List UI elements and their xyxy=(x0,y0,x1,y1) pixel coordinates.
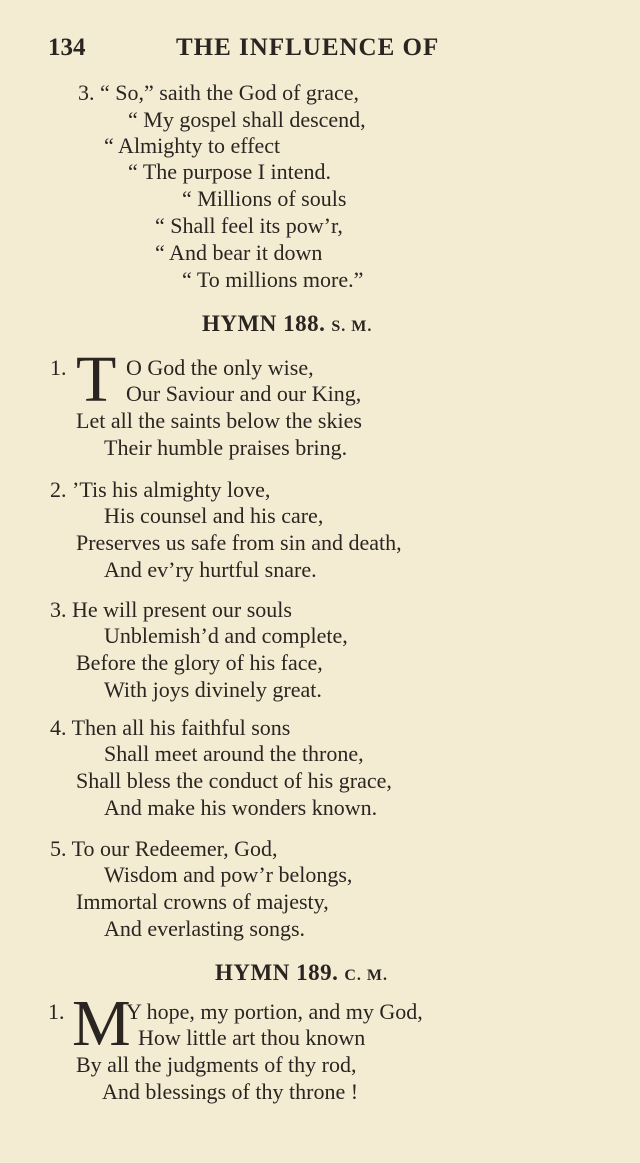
hymn-meter: C. M. xyxy=(344,967,388,984)
drop-cap: T xyxy=(76,343,117,416)
running-head: THE INFLUENCE OF xyxy=(176,34,440,61)
verse-line: Our Saviour and our King, xyxy=(126,381,362,406)
verse-line: “ The purpose I intend. xyxy=(128,159,332,184)
verse-line: “ Almighty to effect xyxy=(104,133,281,158)
verse-line: Wisdom and pow’r belongs, xyxy=(104,862,353,887)
verse-line: 3. He will present our souls xyxy=(50,597,292,622)
verse-number: 1. xyxy=(50,355,67,380)
verse-line: Preserves us safe from sin and death, xyxy=(76,530,402,555)
verse-line: “ My gospel shall descend, xyxy=(128,107,366,132)
verse-line: 4. Then all his faithful sons xyxy=(50,715,291,740)
hymn-meter: S. M. xyxy=(331,318,373,335)
verse-line: Unblemish’d and complete, xyxy=(104,623,348,648)
verse-line: 2. ’Tis his almighty love, xyxy=(50,477,271,502)
verse-line: Their humble praises bring. xyxy=(104,435,348,460)
verse-line: By all the judgments of thy rod, xyxy=(76,1052,357,1077)
verse-line: And ev’ry hurtful snare. xyxy=(104,557,317,582)
verse-line: With joys divinely great. xyxy=(104,677,322,702)
verse-line: And blessings of thy throne ! xyxy=(102,1079,359,1104)
verse-line: His counsel and his care, xyxy=(104,503,324,528)
verse-line: Before the glory of his face, xyxy=(76,650,323,675)
verse-line: “ And bear it down xyxy=(155,240,323,265)
verse-line: “ Millions of souls xyxy=(182,186,347,211)
verse-line: And make his wonders known. xyxy=(104,795,378,820)
hymn-title-text: HYMN 188. xyxy=(202,311,326,336)
hymn-title-text: HYMN 189. xyxy=(215,960,339,985)
verse-line: And everlasting songs. xyxy=(104,916,306,941)
drop-cap: M xyxy=(72,987,131,1060)
page-number: 134 xyxy=(48,34,86,61)
hymn-189-title xyxy=(215,960,388,986)
verse-line: “ To millions more.” xyxy=(182,267,364,292)
hymn-188-title xyxy=(202,311,372,337)
verse-line: 3. “ So,” saith the God of grace, xyxy=(78,80,360,105)
page-header xyxy=(48,34,488,70)
verse-line: Shall meet around the throne, xyxy=(104,741,364,766)
verse-line: Immortal crowns of majesty, xyxy=(76,889,329,914)
verse-line: O God the only wise, xyxy=(126,355,314,380)
verse-line: Let all the saints below the skies xyxy=(76,408,362,433)
verse-line: 5. To our Redeemer, God, xyxy=(50,836,278,861)
verse-line: “ Shall feel its pow’r, xyxy=(155,213,343,238)
verse-line: How little art thou known xyxy=(138,1025,366,1050)
verse-line: Shall bless the conduct of his grace, xyxy=(76,768,392,793)
verse-line: Y hope, my portion, and my God, xyxy=(126,999,423,1024)
verse-number: 1. xyxy=(48,999,65,1024)
